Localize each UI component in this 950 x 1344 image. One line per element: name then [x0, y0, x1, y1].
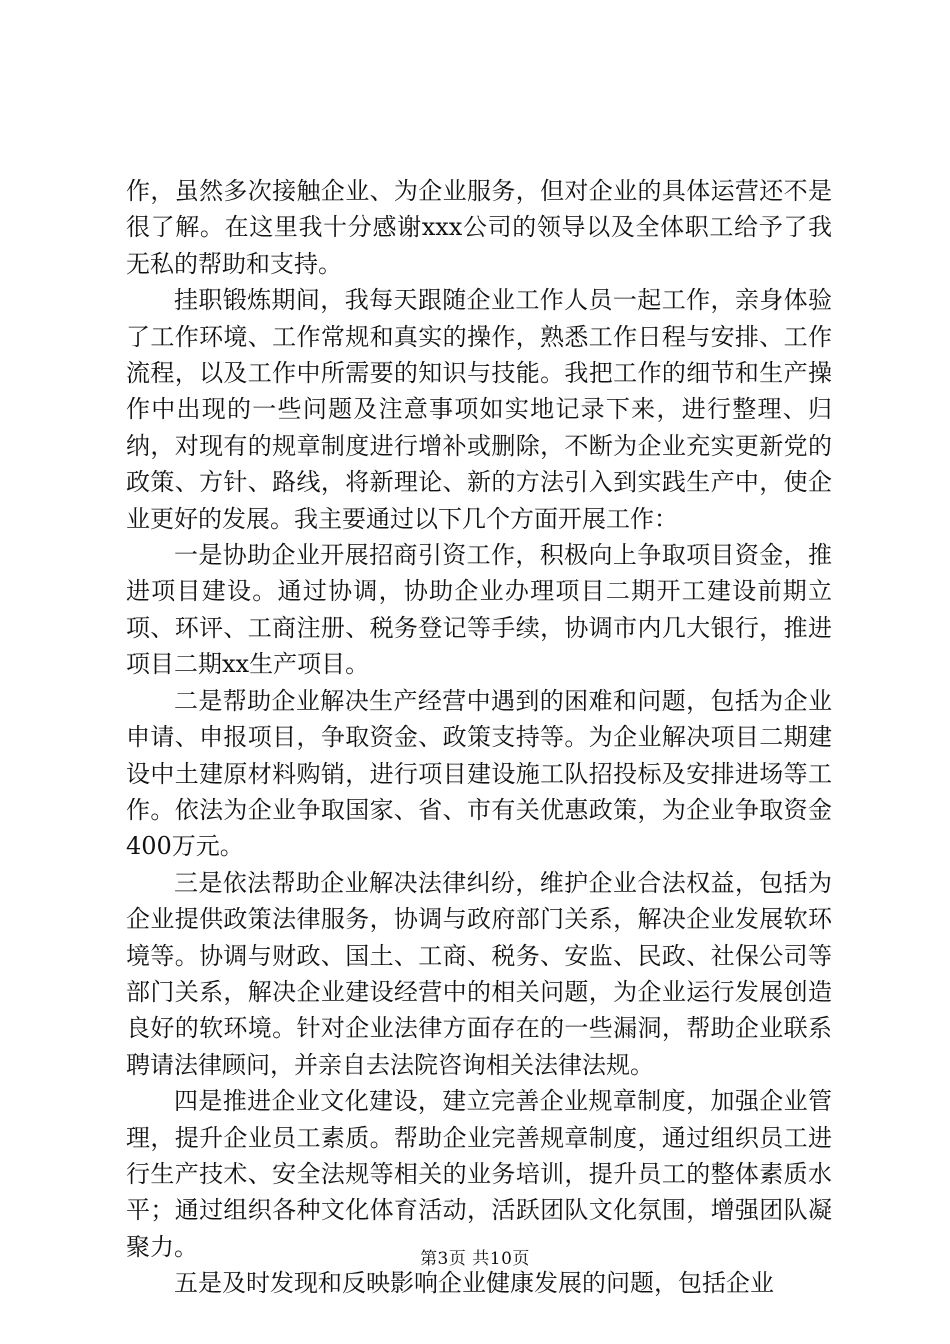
paragraph-5: 三是依法帮助企业解决法律纠纷，维护企业合法权益，包括为企业提供政策法律服务，协调与政府部门关系，解决企业发展软环境等。协调与财政、国土、工商、税务、安监、民政、社保公司等部门关系，解决企业建设经营中的相关问题，为企业运行发展创造良好的软环境。针对企业法律方面存在的一些漏洞，帮助企业联系聘请法律顾问，并亲自去法院咨询相关法律法规。	[126, 868, 832, 1079]
paragraph-4: 二是帮助企业解决生产经营中遇到的困难和问题，包括为企业申请、申报项目，争取资金、政策支持等。为企业解决项目二期建设中土建原材料购销，进行项目建设施工队招投标及安排进场等工作。依法为企业争取国家、省、市有关优惠政策，为企业争取资金400万元。	[126, 686, 832, 861]
paragraph-1: 作，虽然多次接触企业、为企业服务，但对企业的具体运营还不是很了解。在这里我十分感谢xxx公司的领导以及全体职工给予了我无私的帮助和支持。	[126, 177, 832, 278]
paragraph-3: 一是协助企业开展招商引资工作，积极向上争取项目资金，推进项目建设。通过协调，协助企业办理项目二期开工建设前期立项、环评、工商注册、税务登记等手续，协调市内几大银行，推进项目二期xx生产项目。	[126, 541, 832, 679]
paragraph-7: 五是及时发现和反映影响企业健康发展的问题，包括企业	[174, 1269, 774, 1298]
paragraph-6: 四是推进企业文化建设，建立完善企业规章制度，加强企业管理，提升企业员工素质。帮助企业完善规章制度，通过组织员工进行生产技术、安全法规等相关的业务培训，提升员工的整体素质水平；通过组织各种文化体育活动，活跃团队文化氛围，增强团队凝聚力。	[126, 1087, 832, 1261]
document-body	[126, 173, 832, 1302]
paragraph-2: 挂职锻炼期间，我每天跟随企业工作人员一起工作，亲身体验了工作环境、工作常规和真实的操作，熟悉工作日程与安排、工作流程，以及工作中所需要的知识与技能。我把工作的细节和生产操作中出现的一些问题及注意事项如实地记录下来，进行整理、归纳，对现有的规章制度进行增补或删除，不断为企业充实更新党的政策、方针、路线，将新理论、新的方法引入到实践生产中，使企业更好的发展。我主要通过以下几个方面开展工作：	[126, 286, 832, 533]
page-number-footer: 第3页 共10页	[420, 1249, 530, 1269]
